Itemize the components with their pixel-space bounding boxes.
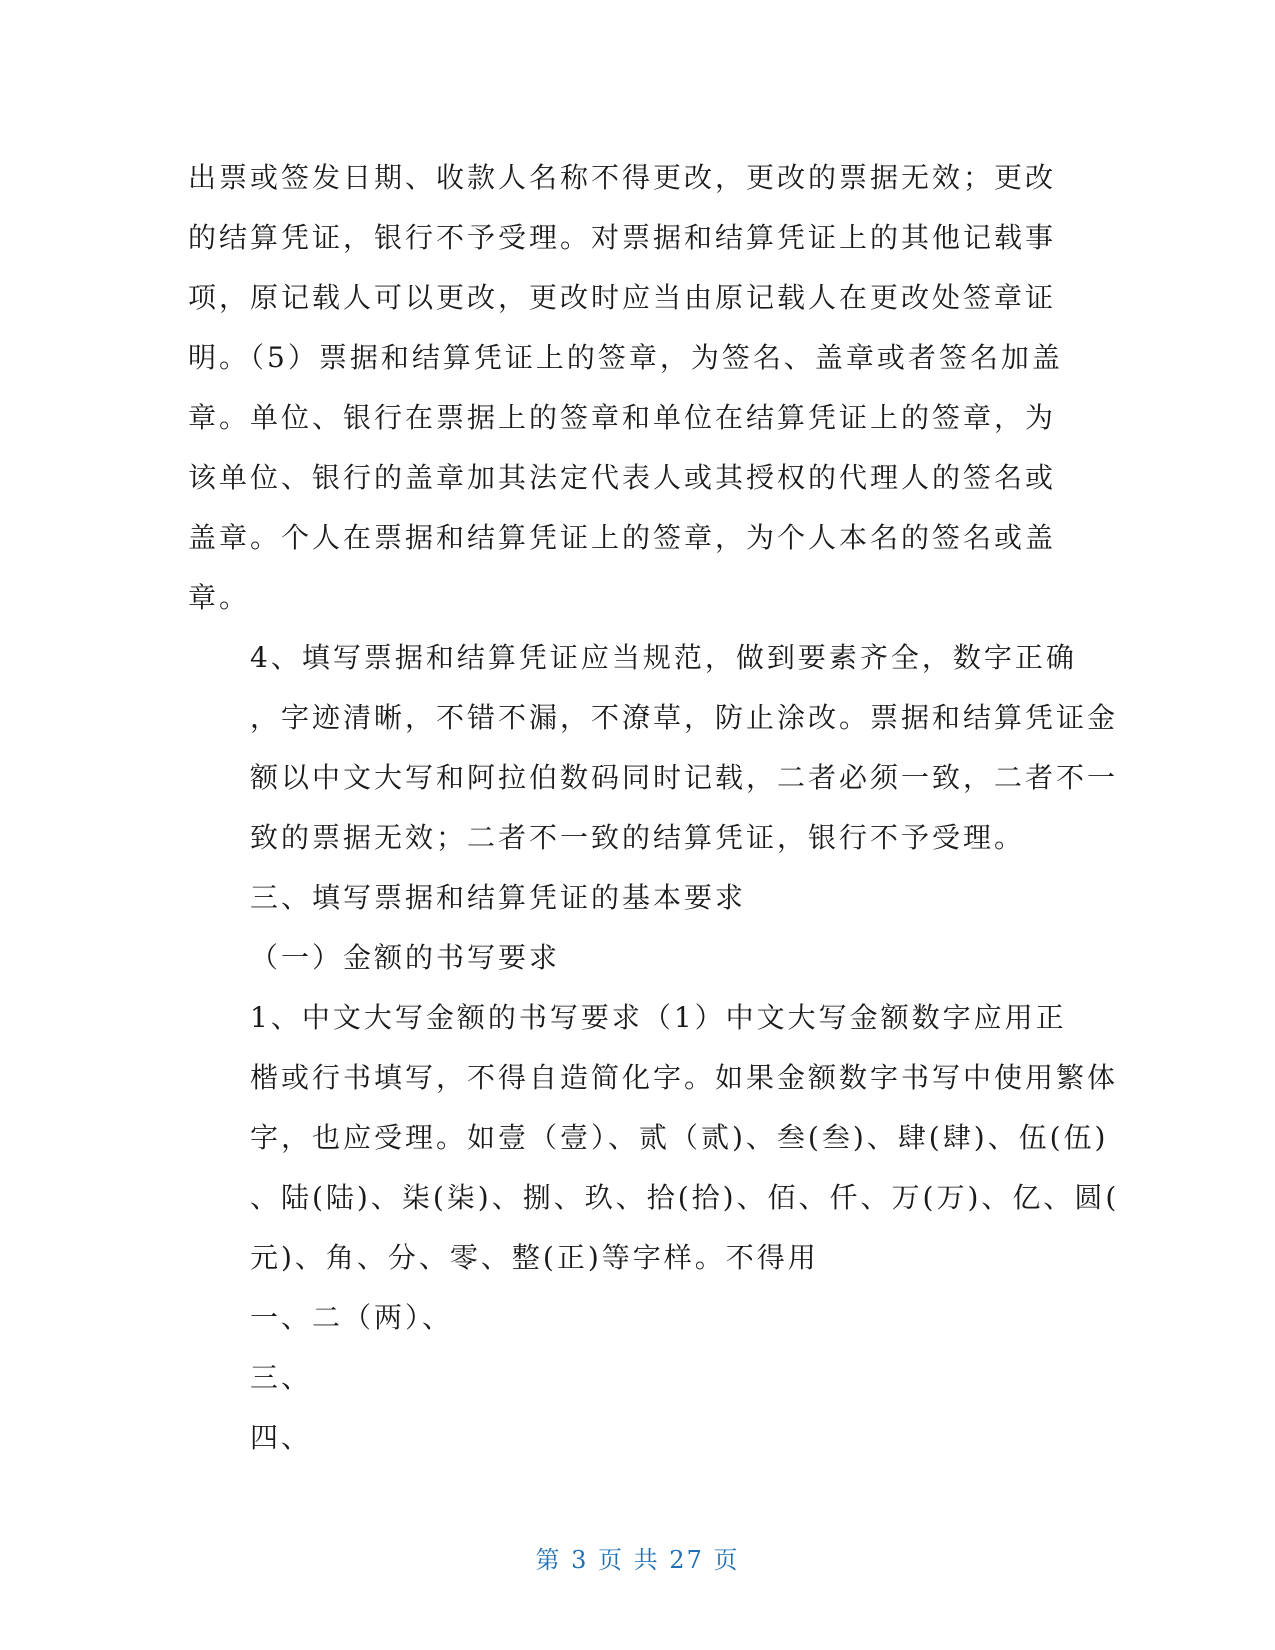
text-line: 字，也应受理。如壹（壹）、贰（贰)、叁(叁)、肆(肆)、伍(伍) [250,1121,1109,1154]
paragraph [188,1408,1068,1468]
text-line: 额以中文大写和阿拉伯数码同时记载，二者必须一致，二者不一 [250,761,1119,794]
paragraph [188,928,1068,988]
text-line: 的结算凭证，银行不予受理。对票据和结算凭证上的其他记载事 [188,221,1057,254]
text-line: 致的票据无效；二者不一致的结算凭证，银行不予受理。 [250,821,1026,854]
text-line: ，字迹清晰，不错不漏，不潦草，防止涂改。票据和结算凭证金 [250,701,1119,734]
text-line: 三、填写票据和结算凭证的基本要求 [250,881,747,914]
paragraph [188,868,1068,928]
text-line: 盖章。个人在票据和结算凭证上的签章，为个人本名的签名或盖 [188,521,1057,554]
text-line: 楷或行书填写，不得自造简化字。如果金额数字书写中使用繁体 [250,1061,1119,1094]
paragraph [188,1288,1068,1348]
paragraph [188,148,1068,628]
text-line: 1、中文大写金额的书写要求（1）中文大写金额数字应用正 [250,1001,1067,1034]
text-line: 4、填写票据和结算凭证应当规范，做到要素齐全，数字正确 [250,641,1077,674]
paragraph [188,1348,1068,1408]
text-line: 三、 [250,1361,313,1394]
text-line: 该单位、银行的盖章加其法定代表人或其授权的代理人的签名或 [188,461,1057,494]
text-line: 一、二（两）、 [250,1301,454,1334]
text-line: 项，原记载人可以更改，更改时应当由原记载人在更改处签章证 [188,281,1057,314]
page-number-footer: 第 3 页 共 27 页 [535,1546,740,1574]
text-line: 出票或签发日期、收款人名称不得更改，更改的票据无效；更改 [188,161,1057,194]
text-line: 元)、角、分、零、整(正)等字样。不得用 [250,1241,819,1274]
text-line: 、陆(陆)、柒(柒)、捌、玖、拾(拾)、佰、仟、万(万)、亿、圆( [250,1181,1120,1214]
paragraph [188,988,1120,1288]
paragraph [188,628,1119,868]
text-line: 章。单位、银行在票据上的签章和单位在结算凭证上的签章，为 [188,401,1057,434]
text-line: 章。 [188,581,251,614]
text-line: 明。（5）票据和结算凭证上的签章，为签名、盖章或者签名加盖 [188,341,1063,374]
document-body [188,148,1120,1468]
text-line: 四、 [250,1421,313,1454]
text-line: （一）金额的书写要求 [250,941,561,974]
